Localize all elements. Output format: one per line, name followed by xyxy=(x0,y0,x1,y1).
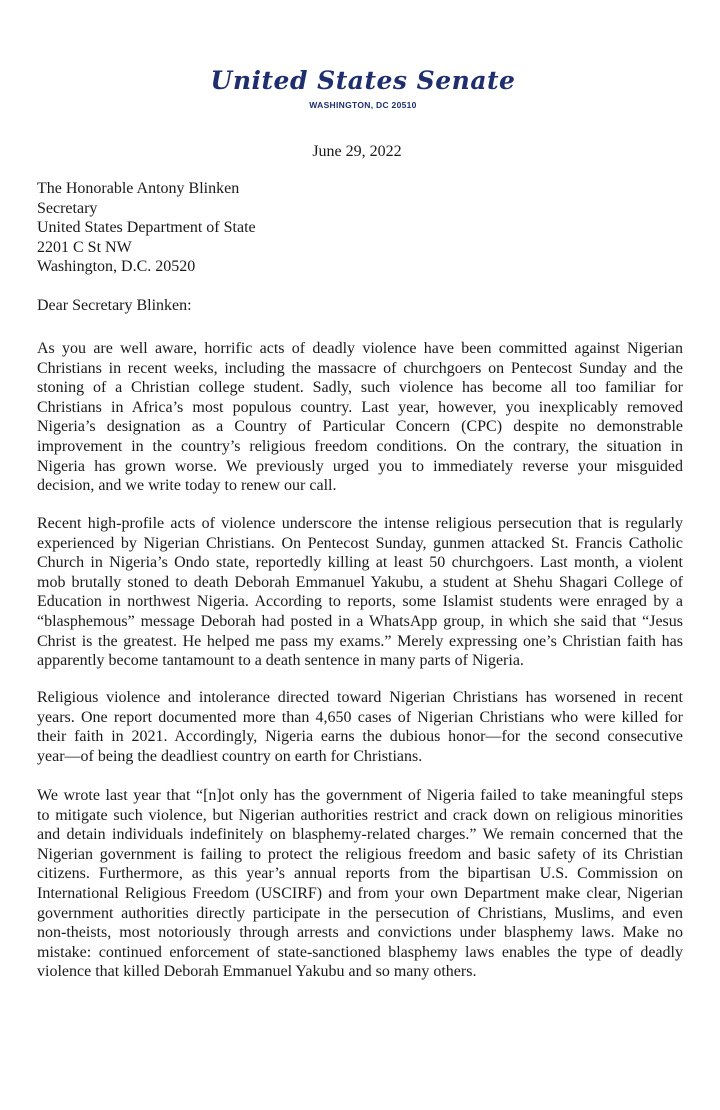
paragraph-line: stoning of a Christian college student. Sadly, such violence has become all too familiar for xyxy=(37,379,683,397)
recipient-address xyxy=(37,179,256,277)
recipient-city: Washington, D.C. 20520 xyxy=(37,258,196,276)
paragraph-line: their faith in 2021. Accordingly, Nigeria earns the dubious honor—for the second consecutive xyxy=(37,728,683,746)
paragraph-line: International Religious Freedom (USCIRF) and from your own Department make clear, Nigerian xyxy=(37,884,683,902)
paragraph-line: mob brutally stoned to death Deborah Emmanuel Yakubu, a student at Shehu Shagari College of xyxy=(37,573,683,591)
paragraph-line: and detain individuals indefinitely on blasphemy-related charges.” We remain concerned that the xyxy=(37,826,683,844)
salutation: Dear Secretary Blinken: xyxy=(37,297,192,314)
recipient-department: United States Department of State xyxy=(37,219,256,237)
paragraph-line: improvement in the country’s religious freedom conditions. On the contrary, the situation in xyxy=(37,437,683,455)
paragraph-line: Church in Nigeria’s Ondo state, reportedly killing at least 50 churchgoers. Last month, a violent xyxy=(37,554,683,572)
letter-date: June 29, 2022 xyxy=(312,143,402,160)
paragraph-line: non-theists, most notoriously through arrests and convictions under blasphemy laws. Make no xyxy=(37,924,683,942)
paragraph-line: experienced by Nigerian Christians. On Pentecost Sunday, gunmen attacked St. Francis Catholic xyxy=(37,534,683,552)
paragraph-line: decision, and we write today to renew our call. xyxy=(37,477,337,495)
body-paragraph-3 xyxy=(37,688,683,766)
paragraph-line: Religious violence and intolerance directed toward Nigerian Christians has worsened in recent xyxy=(37,689,683,706)
senate-title: United States Senate xyxy=(210,66,516,95)
paragraph-line: year—of being the deadliest country on earth for Christians. xyxy=(37,747,423,765)
paragraph-line: Education in northwest Nigeria. According to reports, some Islamist students were enraged by a xyxy=(37,593,683,611)
recipient-street: 2201 C St NW xyxy=(37,238,132,256)
body-paragraph-4 xyxy=(37,786,683,982)
paragraph-line: citizens. Furthermore, as this year’s annual reports from the bipartisan U.S. Commission on xyxy=(37,865,683,883)
paragraph-line: to mitigate such violence, but Nigerian authorities restrict and crack down on religious minorities xyxy=(37,806,683,824)
paragraph-line: Nigeria has grown worse. We previously urged you to immediately reverse your misguided xyxy=(37,457,683,475)
paragraph-line: years. One report documented more than 4,650 cases of Nigerian Christians who were killed for xyxy=(37,708,683,726)
body-paragraph-2 xyxy=(37,514,683,671)
paragraph-line: “blasphemous” message Deborah had posted in a WhatsApp group, in which she said that “Jesus xyxy=(37,612,683,630)
paragraph-line: government authorities directly participate in the persecution of Christians, Muslims, and even xyxy=(37,904,683,922)
paragraph-line: Christ is the greatest. He helped me pass my exams.” Merely expressing one’s Christian faith has xyxy=(37,632,683,650)
paragraph-line: mistake: continued enforcement of state-sanctioned blasphemy laws enables the type of deadly xyxy=(37,943,683,961)
paragraph-line: Recent high-profile acts of violence underscore the intense religious persecution that is regularly xyxy=(37,515,683,532)
paragraph-line: Nigeria’s designation as a Country of Particular Concern (CPC) despite no demonstrable xyxy=(37,418,683,436)
letterhead xyxy=(0,66,720,110)
paragraph-line: Nigerian government is failing to protect the religious freedom and basic safety of its Christian xyxy=(37,845,683,863)
paragraph-line: As you are well aware, horrific acts of deadly violence have been committed against Nigerian xyxy=(37,340,683,357)
recipient-name: The Honorable Antony Blinken xyxy=(37,180,240,197)
senate-address: WASHINGTON, DC 20510 xyxy=(309,100,417,110)
body-paragraph-1 xyxy=(37,339,683,496)
recipient-title: Secretary xyxy=(37,199,98,217)
paragraph-line: Christians in Africa’s most populous country. Last year, however, you inexplicably removed xyxy=(37,398,683,416)
paragraph-line: apparently become tantamount to a death sentence in many parts of Nigeria. xyxy=(37,652,524,670)
paragraph-line: Christians in recent weeks, including the massacre of churchgoers on Pentecost Sunday and the xyxy=(37,359,683,377)
paragraph-line: We wrote last year that “[n]ot only has the government of Nigeria failed to take meaningful steps xyxy=(37,787,683,804)
paragraph-line: violence that killed Deborah Emmanuel Yakubu and so many others. xyxy=(37,963,477,981)
